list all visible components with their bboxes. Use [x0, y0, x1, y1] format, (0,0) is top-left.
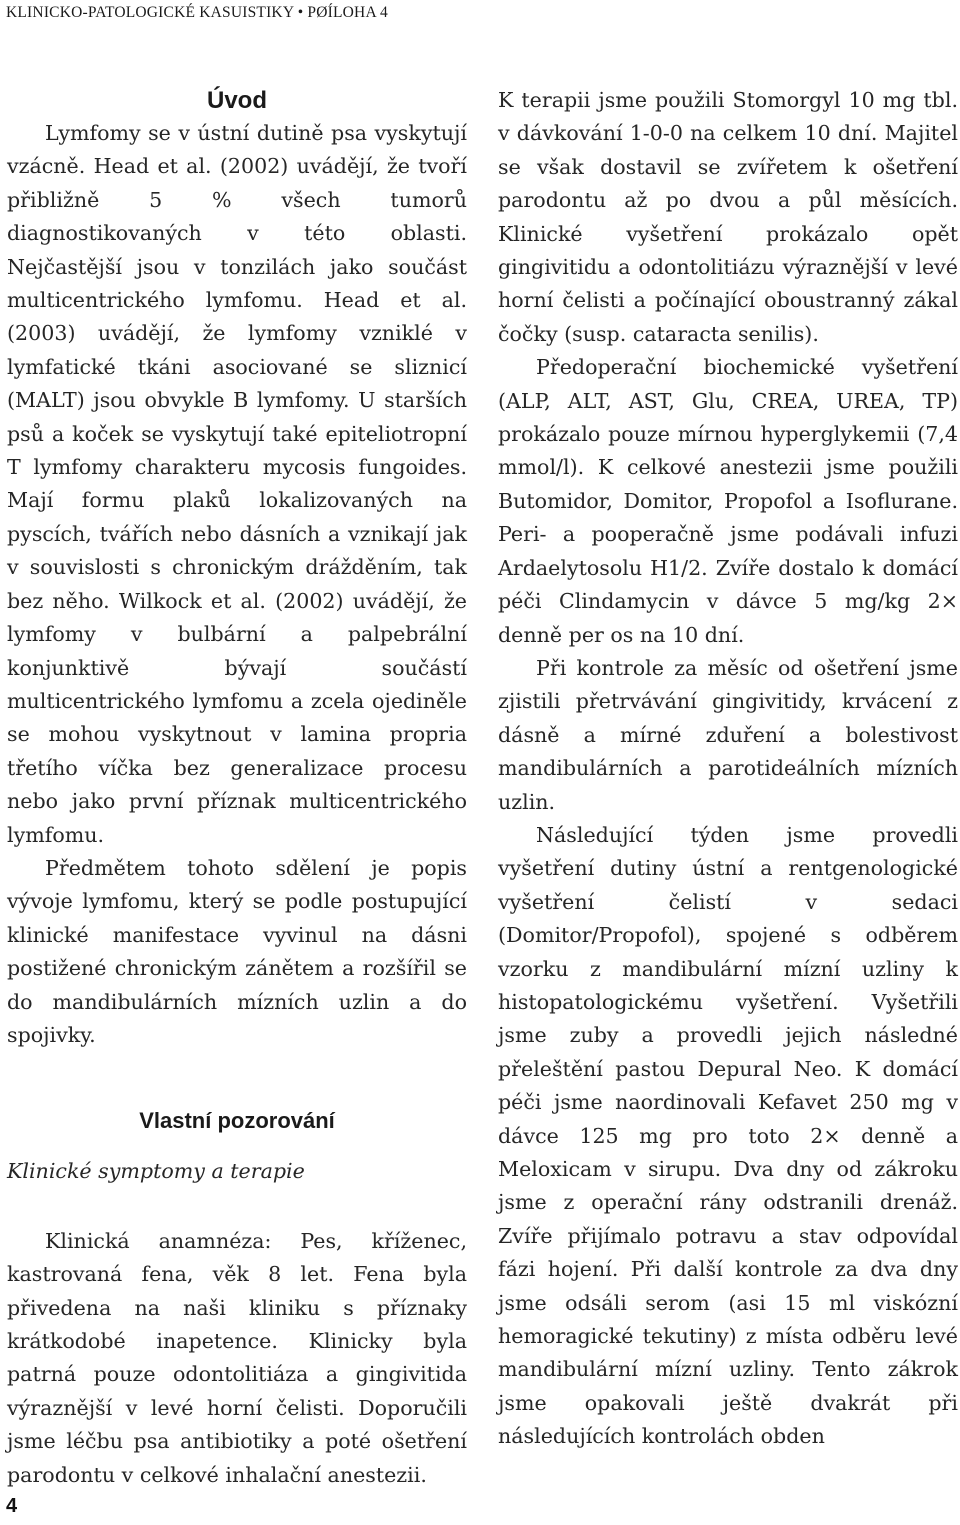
left-column: [7, 84, 467, 1492]
running-head: KLINICKO-PATOLOGICKÉ KASUISTIKY • PØÍLOHA 4: [6, 4, 389, 21]
intro-heading: Úvod: [207, 87, 267, 114]
therapy-paragraph: K terapii jsme použili Stomorgyl 10 mg tbl. v dávkování 1-0-0 na celkem 10 dní. Majitel se však dostavil se zvířetem k ošetření parodontu až po dvou a půl měsících. Klinické vyšetření prokázalo opět gingivitidu a odontolitiázu výraznější v levé horní čelisti a počínající oboustranný zákal čočky (susp. cataracta senilis).: [498, 88, 958, 346]
subsection-heading: Klinické symptomy a terapie: [7, 1159, 305, 1184]
case-paragraph-1: Klinická anamnéza: Pes, kříženec, kastrovaná fena, věk 8 let. Fena byla přivedena na naši kliniku s příznaky krátkodobé inapetence. Klinicky byla patrná pouze odontolitiáza a gingivitida výraznější v levé horní čelisti. Doporučili jsme léčbu psa antibiotiky a poté ošetření parodontu v celkové inhalační anestezii.: [7, 1228, 467, 1487]
biochemistry-paragraph: Předoperační biochemické vyšetření (ALP, ALT, AST, Glu, CREA, UREA, TP) prokázalo pouze mírnou hyperglykemii (7,4 mmol/l). K celkové anestezii jsme použili Butomidor, Domitor, Propofol a Isoflurane. Peri- a pooperačně jsme podávali infuzi Ardaelytosolu H1/2. Zvíře dostalo k domácí péči Clindamycin v dávce 5 mg/kg 2× denně per os na 10 dní.: [498, 355, 958, 647]
section-heading: Vlastní pozorování: [139, 1108, 335, 1134]
intro-paragraph-2: Předmětem tohoto sdělení je popis vývoje lymfomu, který se podle postupující klinické manifestace vyvinul na dásni postižené chronickým zánětem a rozšířil se do mandibulárních mízních uzlin a do spojivky.: [7, 855, 467, 1047]
page-number: 4: [6, 1495, 18, 1517]
intro-paragraph-1: Lymfomy se v ústní dutině psa vyskytují vzácně. Head et al. (2002) uvádějí, že tvoří přibližně 5 % všech tumorů diagnostikovaných v této oblasti. Nejčastější jsou v tonzilách jako součást multicentrického lymfomu. Head et al. (2003) uvádějí, že lymfomy vzniklé v lymfatické tkáni asociované se sliznicí (MALT) jsou obvykle B lymfomy. U starších psů a koček se vyskytují také epiteliotropní T lymfomy charakteru mycosis fungoides. Mají formu plaků lokalizovaných na pyscích, tvářích nebo dásních a vznikají jak v souvislosti s chronickým drážděním, tak bez něho. Wilkock et al. (2002) uvádějí, že lymfomy v bulbární a palpebrální konjunktivě bývají součástí multicentrického lymfomu a zcela ojediněle se mohou vyskytnout v lamina propria třetího víčka bez generalizace procesu nebo jako první příznak multicentrického lymfomu.: [7, 121, 467, 847]
examination-paragraph: Následující týden jsme provedli vyšetření dutiny ústní a rentgenologické vyšetření čelistí v sedaci (Domitor/Propofol), spojené s odběrem vzorku z mandibulární mízní uzliny k histopatologickému vyšetření. Vyšetřili jsme zuby a provedli jejich následné přeleštění pastou Depural Neo. K domácí péči jsme naordinovali Kefavet 250 mg v dávce 125 mg pro toto 2× denně a Meloxicam v sirupu. Dva dny od zákroku jsme z operační rány odstranili drenáž. Zvíře přijímalo potravu a stav odpovídal fázi hojení. Při další kontrole za dva dny jsme odsáli serom (asi 15 ml viskózní hemoragické tekutiny) z místa odběru levé mandibulární mízní uzliny. Tento zákrok jsme opakovali ještě dvakrát při následujících kontrolách obden: [498, 822, 958, 1449]
right-column: [498, 84, 958, 1454]
control-paragraph: Při kontrole za měsíc od ošetření jsme zjistili přetrvávání gingivitidy, krvácení z dásně a mírné zduření a bolestivost mandibulárních a parotideálních mízních uzlin.: [498, 655, 958, 814]
